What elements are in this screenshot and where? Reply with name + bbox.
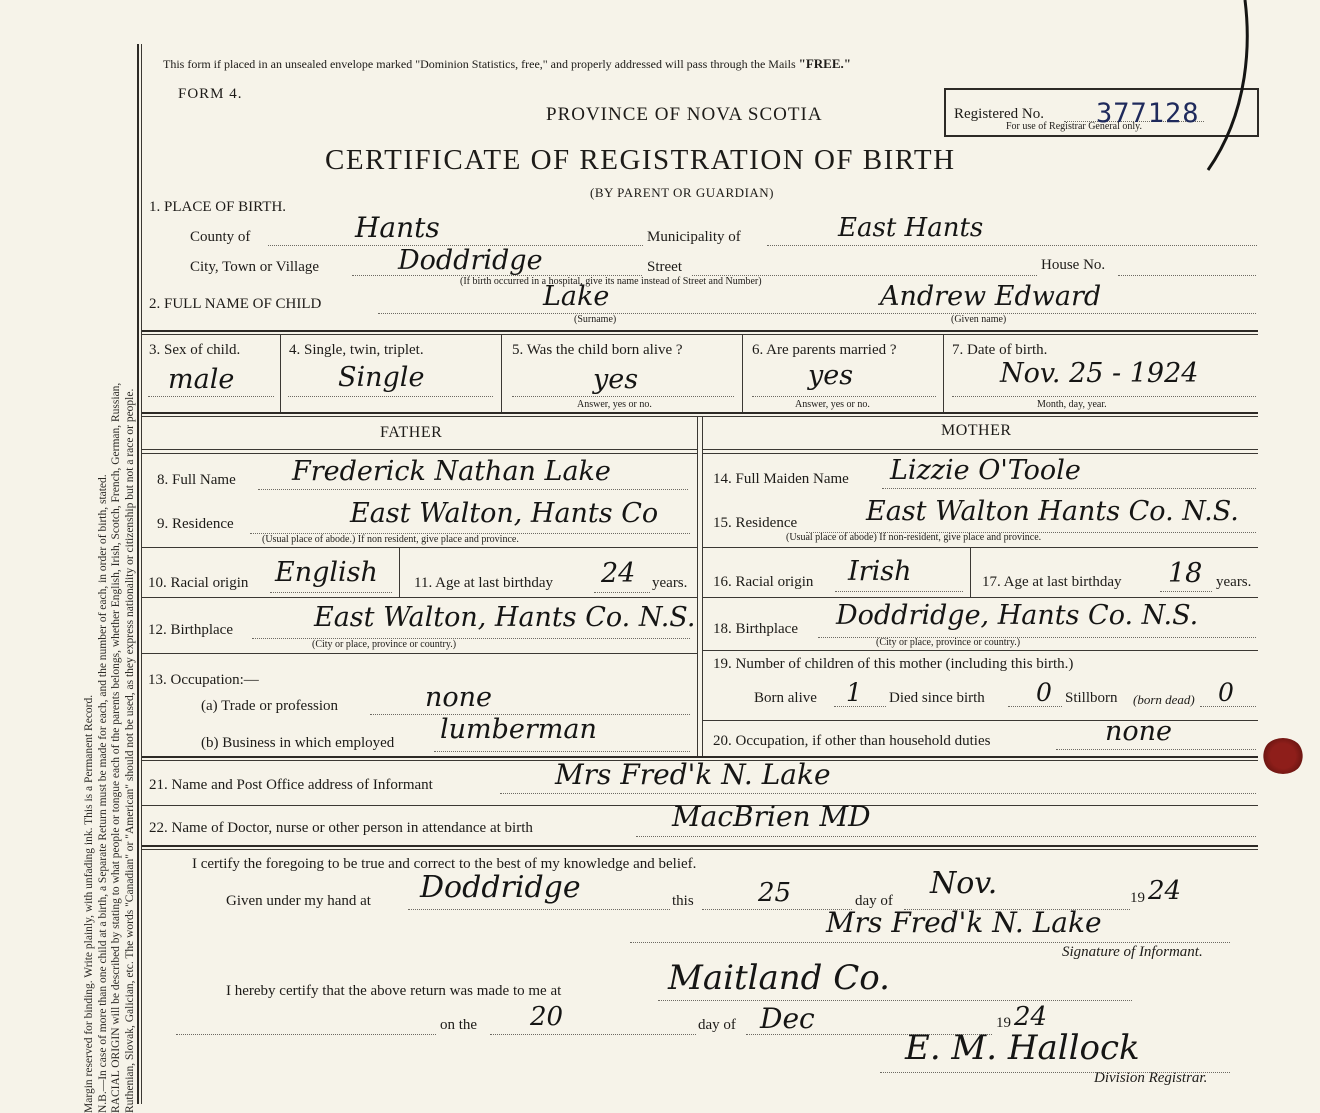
father-birthplace-caption: (City or place, province or country.) (312, 639, 457, 650)
died-value: 0 (1036, 678, 1052, 707)
municipality-label: Municipality of (647, 229, 741, 245)
occupation-label: 13. Occupation:— (148, 672, 259, 688)
mother-age-value: 18 (1168, 558, 1203, 589)
mother-birthplace-label: 18. Birthplace (713, 621, 798, 637)
died-label: Died since birth (889, 690, 985, 706)
trade-value: none (425, 682, 493, 713)
father-name-label: 8. Full Name (157, 472, 236, 488)
mother-occupation-label: 20. Occupation, if other than household duties (713, 733, 991, 749)
day-of-label: day of (855, 893, 893, 909)
registrar-signature: E. M. Hallock (905, 1028, 1140, 1068)
doctor-value: MacBrien MD (672, 800, 871, 833)
margin-line-2: N.B.—In case of more than one child at a birth, a Separate Return must be made for each, and the number of each, in order of birth, stated. (96, 474, 109, 1113)
margin-line-1: Margin reserved for binding. Write plainly, with unfading ink. This is a Permanent Record. (83, 694, 95, 1113)
mother-residence-value: East Walton Hants Co. N.S. (866, 496, 1239, 527)
city-label: City, Town or Village (190, 259, 320, 275)
trade-label: (a) Trade or profession (201, 698, 339, 714)
city-value: Doddridge (398, 245, 543, 276)
form-number: FORM 4. (178, 86, 243, 102)
mother-residence-label: 15. Residence (713, 515, 798, 531)
father-birthplace-value: East Walton, Hants Co. N.S. (314, 602, 696, 633)
born-alive-label: 5. Was the child born alive ? (512, 342, 683, 358)
binding-margin-line (137, 44, 139, 1104)
county-value: Hants (355, 211, 440, 244)
mother-name-label: 14. Full Maiden Name (713, 471, 849, 487)
born-alive-count-value: 1 (846, 678, 862, 707)
informant-label: 21. Name and Post Office address of Informant (149, 777, 433, 793)
municipality-value: East Hants (838, 213, 984, 243)
this-label: this (672, 893, 694, 909)
month-value: Nov. (930, 866, 998, 901)
father-age-value: 24 (601, 558, 636, 589)
dob-label: 7. Date of birth. (952, 342, 1048, 358)
father-residence-caption: (Usual place of abode.) If non resident, give place and province. (262, 534, 519, 545)
margin-line-4: Ruthenian, Slovak, Galician, etc. The words "Canadian" or "American" should not be used, as they express nationality or citizenship but not a race or people. (123, 388, 136, 1113)
page-subtitle: (BY PARENT OR GUARDIAN) (590, 185, 775, 200)
father-residence-label: 9. Residence (157, 516, 234, 532)
day-value: 25 (758, 878, 792, 908)
business-label: (b) Business in which employed (201, 735, 395, 751)
child-given-name: Andrew Edward (880, 281, 1102, 312)
father-residence-value: East Walton, Hants Co (350, 498, 659, 529)
on-the-label: on the (440, 1017, 478, 1033)
reg-month-value: Dec (760, 1002, 815, 1035)
ink-stroke-icon (1200, 0, 1260, 175)
father-birthplace-label: 12. Birthplace (148, 622, 233, 638)
certify-statement: I certify the foregoing to be true and correct to the best of my knowledge and belief. (192, 856, 697, 872)
reg-day-value: 20 (530, 1002, 564, 1032)
margin-line-3: RACIAL ORIGIN will be described by stating to what people or tongue each of the parents belongs, whether English, Irish, Scotch, French, German, Russian, (110, 382, 122, 1113)
children-count-label: 19. Number of children of this mother (including this birth.) (713, 656, 1074, 672)
mother-age-unit: years. (1216, 574, 1252, 590)
father-age-unit: years. (652, 575, 688, 591)
year-prefix: 19 (1130, 890, 1145, 906)
reg-day-of-label: day of (698, 1017, 736, 1033)
plurality-value: Single (338, 362, 425, 393)
mother-race-label: 16. Racial origin (713, 574, 814, 590)
plurality-label: 4. Single, twin, triplet. (289, 342, 424, 358)
signature-caption: Signature of Informant. (1062, 944, 1203, 960)
province-heading: PROVINCE OF NOVA SCOTIA (546, 104, 823, 125)
surname-caption: (Surname) (574, 314, 617, 325)
mother-birthplace-value: Doddridge, Hants Co. N.S. (836, 600, 1199, 631)
registered-label: Registered No. (954, 106, 1044, 122)
stillborn-note: (born dead) (1133, 692, 1195, 707)
mother-occupation-value: none (1105, 716, 1173, 747)
given-under-label: Given under my hand at (226, 893, 371, 909)
given-caption: (Given name) (951, 314, 1007, 325)
father-race-value: English (275, 557, 378, 588)
mother-name-value: Lizzie O'Toole (890, 455, 1081, 486)
sex-label: 3. Sex of child. (149, 342, 241, 358)
registrar-caption: Division Registrar. (1094, 1070, 1208, 1086)
mother-heading: MOTHER (941, 422, 1012, 439)
page-title: CERTIFICATE OF REGISTRATION OF BIRTH (325, 144, 956, 176)
child-surname: Lake (543, 281, 610, 312)
registrar-place: Maitland Co. (668, 958, 890, 998)
married-value: yes (808, 360, 854, 391)
reg-year-value: 24 (1014, 1002, 1048, 1032)
dob-caption: Month, day, year. (1037, 399, 1107, 410)
wax-seal-icon (1262, 738, 1304, 774)
doctor-label: 22. Name of Doctor, nurse or other person in attendance at birth (149, 820, 533, 836)
stillborn-label: Stillborn (1065, 690, 1118, 706)
mother-race-value: Irish (848, 556, 912, 587)
reg-year-prefix: 19 (996, 1015, 1011, 1031)
dob-value: Nov. 25 - 1924 (1000, 358, 1199, 389)
postage-note: This form if placed in an unsealed envelope marked "Dominion Statistics, free," and properly addressed will pass through the Mails "FREE." (163, 56, 851, 71)
father-race-label: 10. Racial origin (148, 575, 249, 591)
margin-instructions (83, 33, 137, 1113)
informant-signature: Mrs Fred'k N. Lake (826, 906, 1102, 939)
mother-residence-caption: (Usual place of abode) If non-resident, give place and province. (786, 532, 1042, 543)
child-name-label: 2. FULL NAME OF CHILD (149, 296, 322, 312)
married-label: 6. Are parents married ? (752, 342, 897, 358)
father-heading: FATHER (380, 424, 443, 441)
mother-birthplace-caption: (City or place, province or country.) (876, 637, 1021, 648)
binding-margin-line-inner (141, 44, 142, 1104)
house-label: House No. (1041, 257, 1106, 273)
hospital-note: (If birth occurred in a hospital, give its name instead of Street and Number) (460, 276, 762, 287)
year-value: 24 (1148, 876, 1182, 906)
married-caption: Answer, yes or no. (795, 399, 870, 410)
stillborn-value: 0 (1218, 678, 1234, 707)
county-label: County of (190, 229, 251, 245)
informant-value: Mrs Fred'k N. Lake (555, 758, 831, 791)
born-alive-caption: Answer, yes or no. (577, 399, 652, 410)
sex-value: male (168, 364, 235, 395)
mother-age-label: 17. Age at last birthday (982, 574, 1122, 590)
given-place-value: Doddridge (420, 870, 581, 905)
father-age-label: 11. Age at last birthday (414, 575, 553, 591)
registered-number: 377128 (1096, 98, 1200, 129)
registrar-statement: I hereby certify that the above return was made to me at (226, 983, 562, 999)
father-name-value: Frederick Nathan Lake (292, 456, 611, 487)
born-alive-value: yes (593, 364, 639, 395)
place-heading: 1. PLACE OF BIRTH. (149, 199, 287, 215)
registrar-note: For use of Registrar General only. (1006, 121, 1142, 132)
born-alive-count-label: Born alive (754, 690, 817, 706)
street-label: Street (647, 259, 682, 275)
business-value: lumberman (440, 714, 597, 745)
